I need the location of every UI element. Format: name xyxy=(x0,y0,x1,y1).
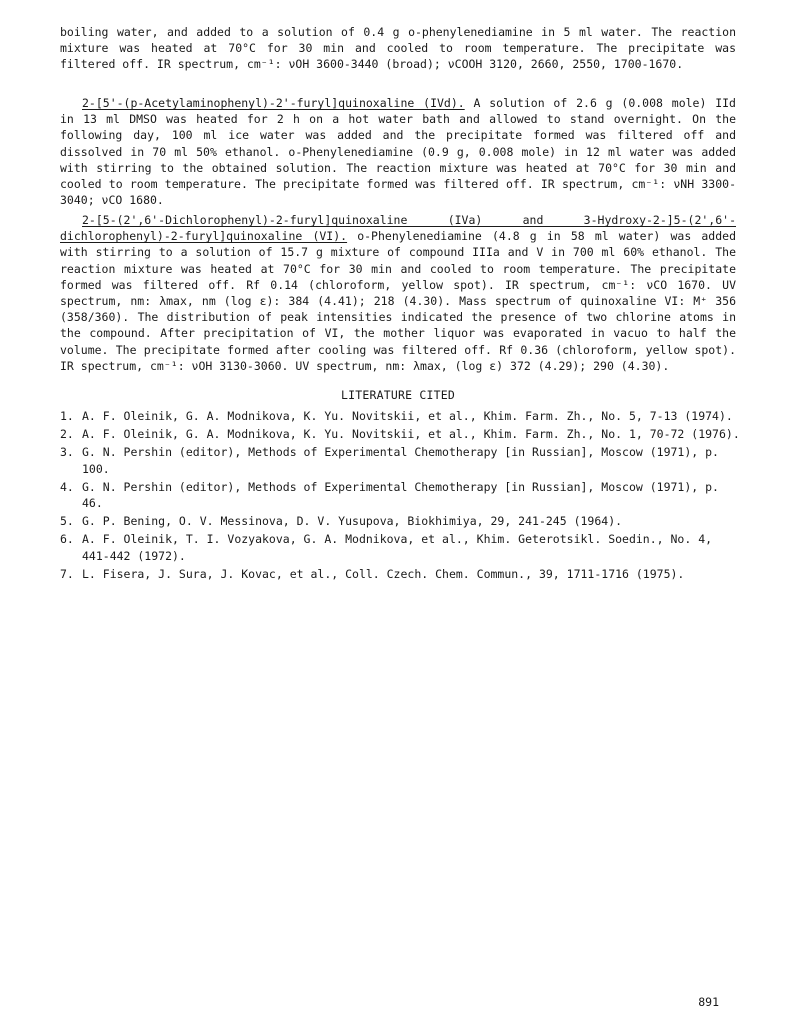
reference-number: 2. xyxy=(60,427,74,442)
reference-text: G. N. Pershin (editor), Methods of Experimental Chemotherapy [in Russian], Moscow (1971), p. 46. xyxy=(82,479,719,511)
paragraph-iva-vi xyxy=(60,212,736,374)
reference-number: 7. xyxy=(60,566,74,581)
reference-item xyxy=(60,566,740,582)
reference-item xyxy=(60,426,740,442)
compound-heading-iva-vi: 2-[5-(2',6'-Dichlorophenyl)-2-furyl]quinoxaline (IVa) and 3-Hydroxy-2-]5-(2',6'-dichlorophenyl)-2-furyl]quinoxaline (VI). xyxy=(60,213,736,244)
literature-cited-heading: LITERATURE CITED xyxy=(341,388,455,402)
reference-text: A. F. Oleinik, G. A. Modnikova, K. Yu. Novitskii, et al., Khim. Farm. Zh., No. 1, 70-72 (1976). xyxy=(82,427,740,442)
paragraph-continued: boiling water, and added to a solution of 0.4 g o-phenylenediamine in 5 ml water. The reaction mixture was heated at 70°C for 30 min and cooled to room temperature. The precipitate was filtered off. IR spectrum, cm⁻¹: νOH 3600-3440 (broad); νCOOH 3120, 2660, 2550, 1700-1670. xyxy=(60,25,736,72)
reference-item xyxy=(60,408,740,424)
paragraph-iva-vi-body: o-Phenylenediamine (4.8 g in 58 ml water) was added with stirring to a solution of 15.7 g mixture of compound IIIa and V in 700 ml 60% ethanol. The reaction mixture was heated at 70°C for 30 min and cooled to room temperature. The precipitate formed was filtered off. Rf 0.14 (chloroform, yellow spot). IR spectrum, cm⁻¹: νCO 1670. UV spectrum, nm: λmax, nm (log ε): 384 (4.41); 218 (4.30). Mass spectrum of quinoxaline VI: M⁺ 356 (358/360). The distribution of peak intensities indicated the presence of two chlorine atoms in the compound. After precipitation of VI, the mother liquor was evaporated in vacuo to half the volume. The precipitate formed after cooling was filtered off. Rf 0.36 (chloroform, yellow spot). IR spectrum, cm⁻¹: νOH 3130-3060. UV spectrum, nm: λmax, (log ε) 372 (4.29); 290 (4.30). xyxy=(60,229,736,373)
reference-item xyxy=(60,513,740,529)
reference-text: A. F. Oleinik, T. I. Vozyakova, G. A. Modnikova, et al., Khim. Geterotsikl. Soedin., No. 4, 441-442 (1972). xyxy=(82,532,713,563)
reference-item xyxy=(60,531,740,563)
reference-text: G. N. Pershin (editor), Methods of Experimental Chemotherapy [in Russian], Moscow (1971), p. 100. xyxy=(82,445,719,476)
reference-list xyxy=(60,408,740,584)
paragraph-ivd-body: A solution of 2.6 g (0.008 mole) IId in 13 ml DMSO was heated for 2 h on a hot water bath and allowed to stand overnight. On the following day, 100 ml ice water was added and the precipitate formed was filtered off and dissolved in 70 ml 50% ethanol. o-Phenylenediamine (0.9 g, 0.008 mole) in 12 ml water was added with stirring to the obtained solution. The reaction mixture was heated at 70°C for 30 min and cooled to room temperature. The precipitate formed was filtered off. IR spectrum, cm⁻¹: νNH 3300-3040; νCO 1680. xyxy=(60,96,736,208)
reference-number: 6. xyxy=(60,532,74,547)
reference-text: A. F. Oleinik, G. A. Modnikova, K. Yu. Novitskii, et al., Khim. Farm. Zh., No. 5, 7-13 (1974). xyxy=(82,409,733,423)
reference-item xyxy=(60,444,740,476)
page-number: 891 xyxy=(698,995,719,1009)
reference-number: 5. xyxy=(60,514,74,529)
reference-number: 3. xyxy=(60,445,74,460)
compound-heading-ivd: 2-[5'-(p-Acetylaminophenyl)-2'-furyl]quinoxaline (IVd). xyxy=(82,96,465,110)
reference-item xyxy=(60,479,740,511)
reference-number: 4. xyxy=(60,479,74,494)
reference-number: 1. xyxy=(60,409,74,423)
paragraph-ivd xyxy=(60,95,736,208)
reference-text: G. P. Bening, O. V. Messinova, D. V. Yusupova, Biokhimiya, 29, 241-245 (1964). xyxy=(82,514,623,529)
reference-text: L. Fisera, J. Sura, J. Kovac, et al., Coll. Czech. Chem. Commun., 39, 1711-1716 (1975). xyxy=(82,566,685,581)
